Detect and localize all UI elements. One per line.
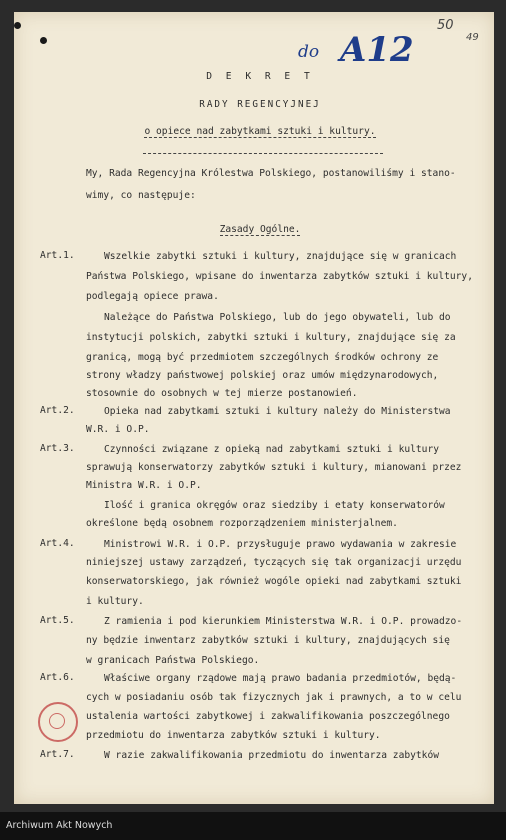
article-label-3: Art.3.: [40, 443, 75, 454]
art2-line-1: Opieka nad zabytkami sztuki i kultury należy do Ministerstwa: [104, 406, 451, 417]
article-label-1: Art.1.: [40, 250, 75, 261]
art5-line-2: ny będzie inwentarz zabytków sztuki i kultury, znajdujących się: [86, 635, 450, 646]
handwritten-number: A12: [340, 30, 414, 70]
art3-line-3: Ministra W.R. i O.P.: [86, 480, 202, 491]
decree-issuer: RADY REGENCYJNEJ: [199, 99, 321, 110]
art3-line-5: określone będą osobnem rozporządzeniem ministerjalnem.: [86, 518, 398, 529]
subtitle-dash-rule: [143, 153, 383, 154]
archive-footer-bar: [0, 812, 506, 840]
punch-hole-top: [14, 22, 21, 29]
art2-line-2: W.R. i O.P.: [86, 424, 150, 435]
art1-line-3: podlegają opiece prawa.: [86, 291, 219, 302]
art5-line-1: Z ramienia i pod kierunkiem Ministerstwa W.R. i O.P. prowadzo-: [104, 616, 463, 627]
article-label-4: Art.4.: [40, 538, 75, 549]
art1-line-8: stosownie do osobnych w tej mierze postanowień.: [86, 388, 358, 399]
art4-line-1: Ministrowi W.R. i O.P. przysługuje prawo wydawania w zakresie: [104, 539, 457, 550]
art1-line-1: Wszelkie zabytki sztuki i kultury, znajdujące się w granicach: [104, 251, 457, 262]
article-label-6: Art.6.: [40, 672, 75, 683]
art6-line-2: cych w posiadaniu osób tak fizycznych jak i prawnych, a to w celu: [86, 692, 462, 703]
art3-line-4: Ilość i granica okręgów oraz siedziby i etaty konserwatorów: [104, 500, 445, 511]
article-label-2: Art.2.: [40, 405, 75, 416]
art3-line-1: Czynności związane z opieką nad zabytkami sztuki i kultury: [104, 444, 440, 455]
punch-hole-second: [40, 37, 47, 44]
decree-subtitle: [110, 125, 410, 138]
article-label-5: Art.5.: [40, 615, 75, 626]
art7-line-1: W razie zakwalifikowania przedmiotu do inwentarza zabytków: [104, 750, 440, 761]
art4-line-2: niniejszej ustawy zarządzeń, tyczących się tak organizacji urzędu: [86, 557, 462, 568]
archive-name: Archiwum Akt Nowych: [6, 820, 113, 831]
art3-line-2: sprawują konserwatorzy zabytków sztuki i kultury, mianowani przez: [86, 462, 462, 473]
decree-title: D E K R E T: [206, 71, 314, 82]
art6-line-3: ustalenia wartości zabytkowej i zakwalifikowania poszczególnego: [86, 711, 450, 722]
pencil-page-number: 50: [437, 18, 454, 33]
art5-line-3: w granicach Państwa Polskiego.: [86, 655, 260, 666]
art1-line-4: Należące do Państwa Polskiego, lub do jego obywateli, lub do: [104, 312, 451, 323]
art6-line-4: przedmiotu do inwentarza zabytków sztuki i kultury.: [86, 730, 381, 741]
article-label-7: Art.7.: [40, 749, 75, 760]
art1-line-7: strony władzy państwowej polskiej oraz umów międzynarodowych,: [86, 370, 439, 381]
intro-line-2: wimy, co następuje:: [86, 190, 196, 201]
art4-line-3: konserwatorskiego, jak również wogóle opieki nad zabytkami sztuki: [86, 576, 462, 587]
section-title-text: Zasady Ogólne.: [219, 224, 301, 235]
pencil-page-number-small: 49: [466, 32, 479, 43]
decree-subtitle-text: o opiece nad zabytkami sztuki i kultury.: [144, 126, 376, 137]
intro-line-1: My, Rada Regencyjna Królestwa Polskiego, postanowiliśmy i stano-: [86, 168, 456, 179]
art4-line-4: i kultury.: [86, 596, 144, 607]
handwritten-prefix: do: [298, 42, 320, 62]
art6-line-1: Właściwe organy rządowe mają prawo badania przedmiotów, będą-: [104, 673, 457, 684]
art1-line-6: granicą, mogą być przedmiotem szczególnych środków ochrony ze: [86, 352, 439, 363]
archive-stamp-icon: [38, 702, 78, 742]
section-title: [160, 223, 360, 236]
art1-line-2: Państwa Polskiego, wpisane do inwentarza zabytków sztuki i kultury,: [86, 271, 473, 282]
art1-line-5: instytucji polskich, zabytki sztuki i kultury, znajdujące się za: [86, 332, 456, 343]
